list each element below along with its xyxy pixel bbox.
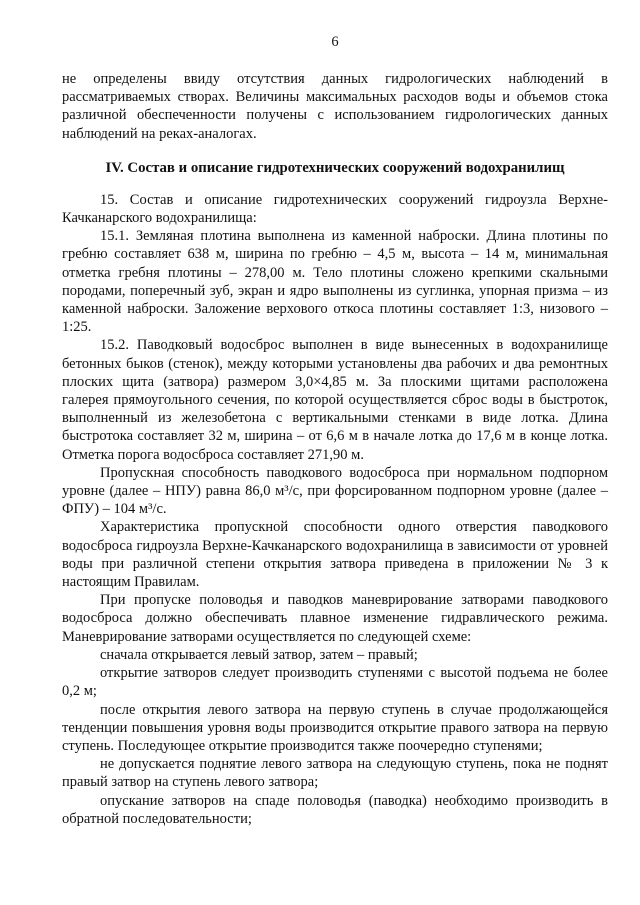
paragraph-step-2: открытие затворов следует производить ступенями с высотой подъема не более 0,2 м; — [62, 665, 608, 700]
paragraph-continuation: не определены ввиду отсутствия данных гидрологических наблюдений в рассматриваемых створах. Величины максимальных расходов воды и объемов стока различной обеспеченности получены с использованием гидрологических данных наблюдений на реках-аналогах. — [62, 71, 608, 142]
paragraph-characteristic: Характеристика пропускной способности одного отверстия паводкового водосброса гидроузла Верхне-Качканарского водохранилища в зависимости от уровней воды при различной степени открытия затвора приведена в приложении № 3 к настоящим Правилам. — [62, 519, 608, 591]
document-body — [62, 70, 608, 828]
paragraph-capacity: Пропускная способность паводкового водосброса при нормальном подпорном уровне (далее – НПУ) равна 86,0 м³/с, при форсированном подпорном уровне (далее – ФПУ) – 104 м³/с. — [62, 464, 608, 518]
page-number: 6 — [331, 34, 339, 50]
section-heading: IV. Состав и описание гидротехнических сооружений водохранилищ — [105, 159, 565, 176]
document-page — [62, 0, 608, 905]
paragraph-step-5: опускание затворов на спаде половодья (паводка) необходимо производить в обратной последовательности; — [62, 792, 608, 827]
paragraph-maneuvering: При пропуске половодья и паводков маневрирование затворами паводкового водосброса должно обеспечивать плавное изменение гидравлического режима. Маневрирование затворами осуществляется по следующей схеме: — [62, 592, 608, 645]
paragraph-step-1: сначала открывается левый затвор, затем – правый; — [100, 646, 418, 663]
paragraph-15-2: 15.2. Паводковый водосброс выполнен в виде вынесенных в водохранилище бетонных быков (стенок), между которыми установлены два рабочих и два ремонтных плоских щита (затвора) размером 3,0×4,85 м. За плоскими щитами расположена галерея прямоугольного сечения, по которой осуществляется сброс воды в быстроток, выполненный из железобетона с вертикальными стенками в виде лотка. Длина быстротока составляет 32 м, ширина – от 6,6 м в начале лотка до 17,6 м в конце лотка. Отметка порога водосброса составляет 271,90 м. — [62, 337, 608, 463]
paragraph-15: 15. Состав и описание гидротехнических сооружений гидроузла Верхне-Качканарского водохранилища: — [62, 191, 608, 227]
paragraph-step-3: после открытия левого затвора на первую ступень в случае продолжающейся тенденции повышения уровня воды производится открытие правого затвора на первую ступень. Последующее открытие производится также поочередно ступенями; — [62, 701, 608, 754]
paragraph-step-4: не допускается поднятие левого затвора на следующую ступень, пока не поднят правый затвор на ступень левого затвора; — [62, 756, 608, 791]
paragraph-15-1: 15.1. Земляная плотина выполнена из каменной наброски. Длина плотины по гребню составляет 638 м, ширина по гребню – 4,5 м, высота – 14 м, минимальная отметка гребня плотины – 278,00 м. Тело плотины сложено крепкими скальными породами, поперечный зуб, экран и ядро выполнены из суглинка, упорная призма – из каменной наброски. Заложение верхового откоса плотины составляет 1:3, низового – 1:25. — [62, 228, 608, 336]
